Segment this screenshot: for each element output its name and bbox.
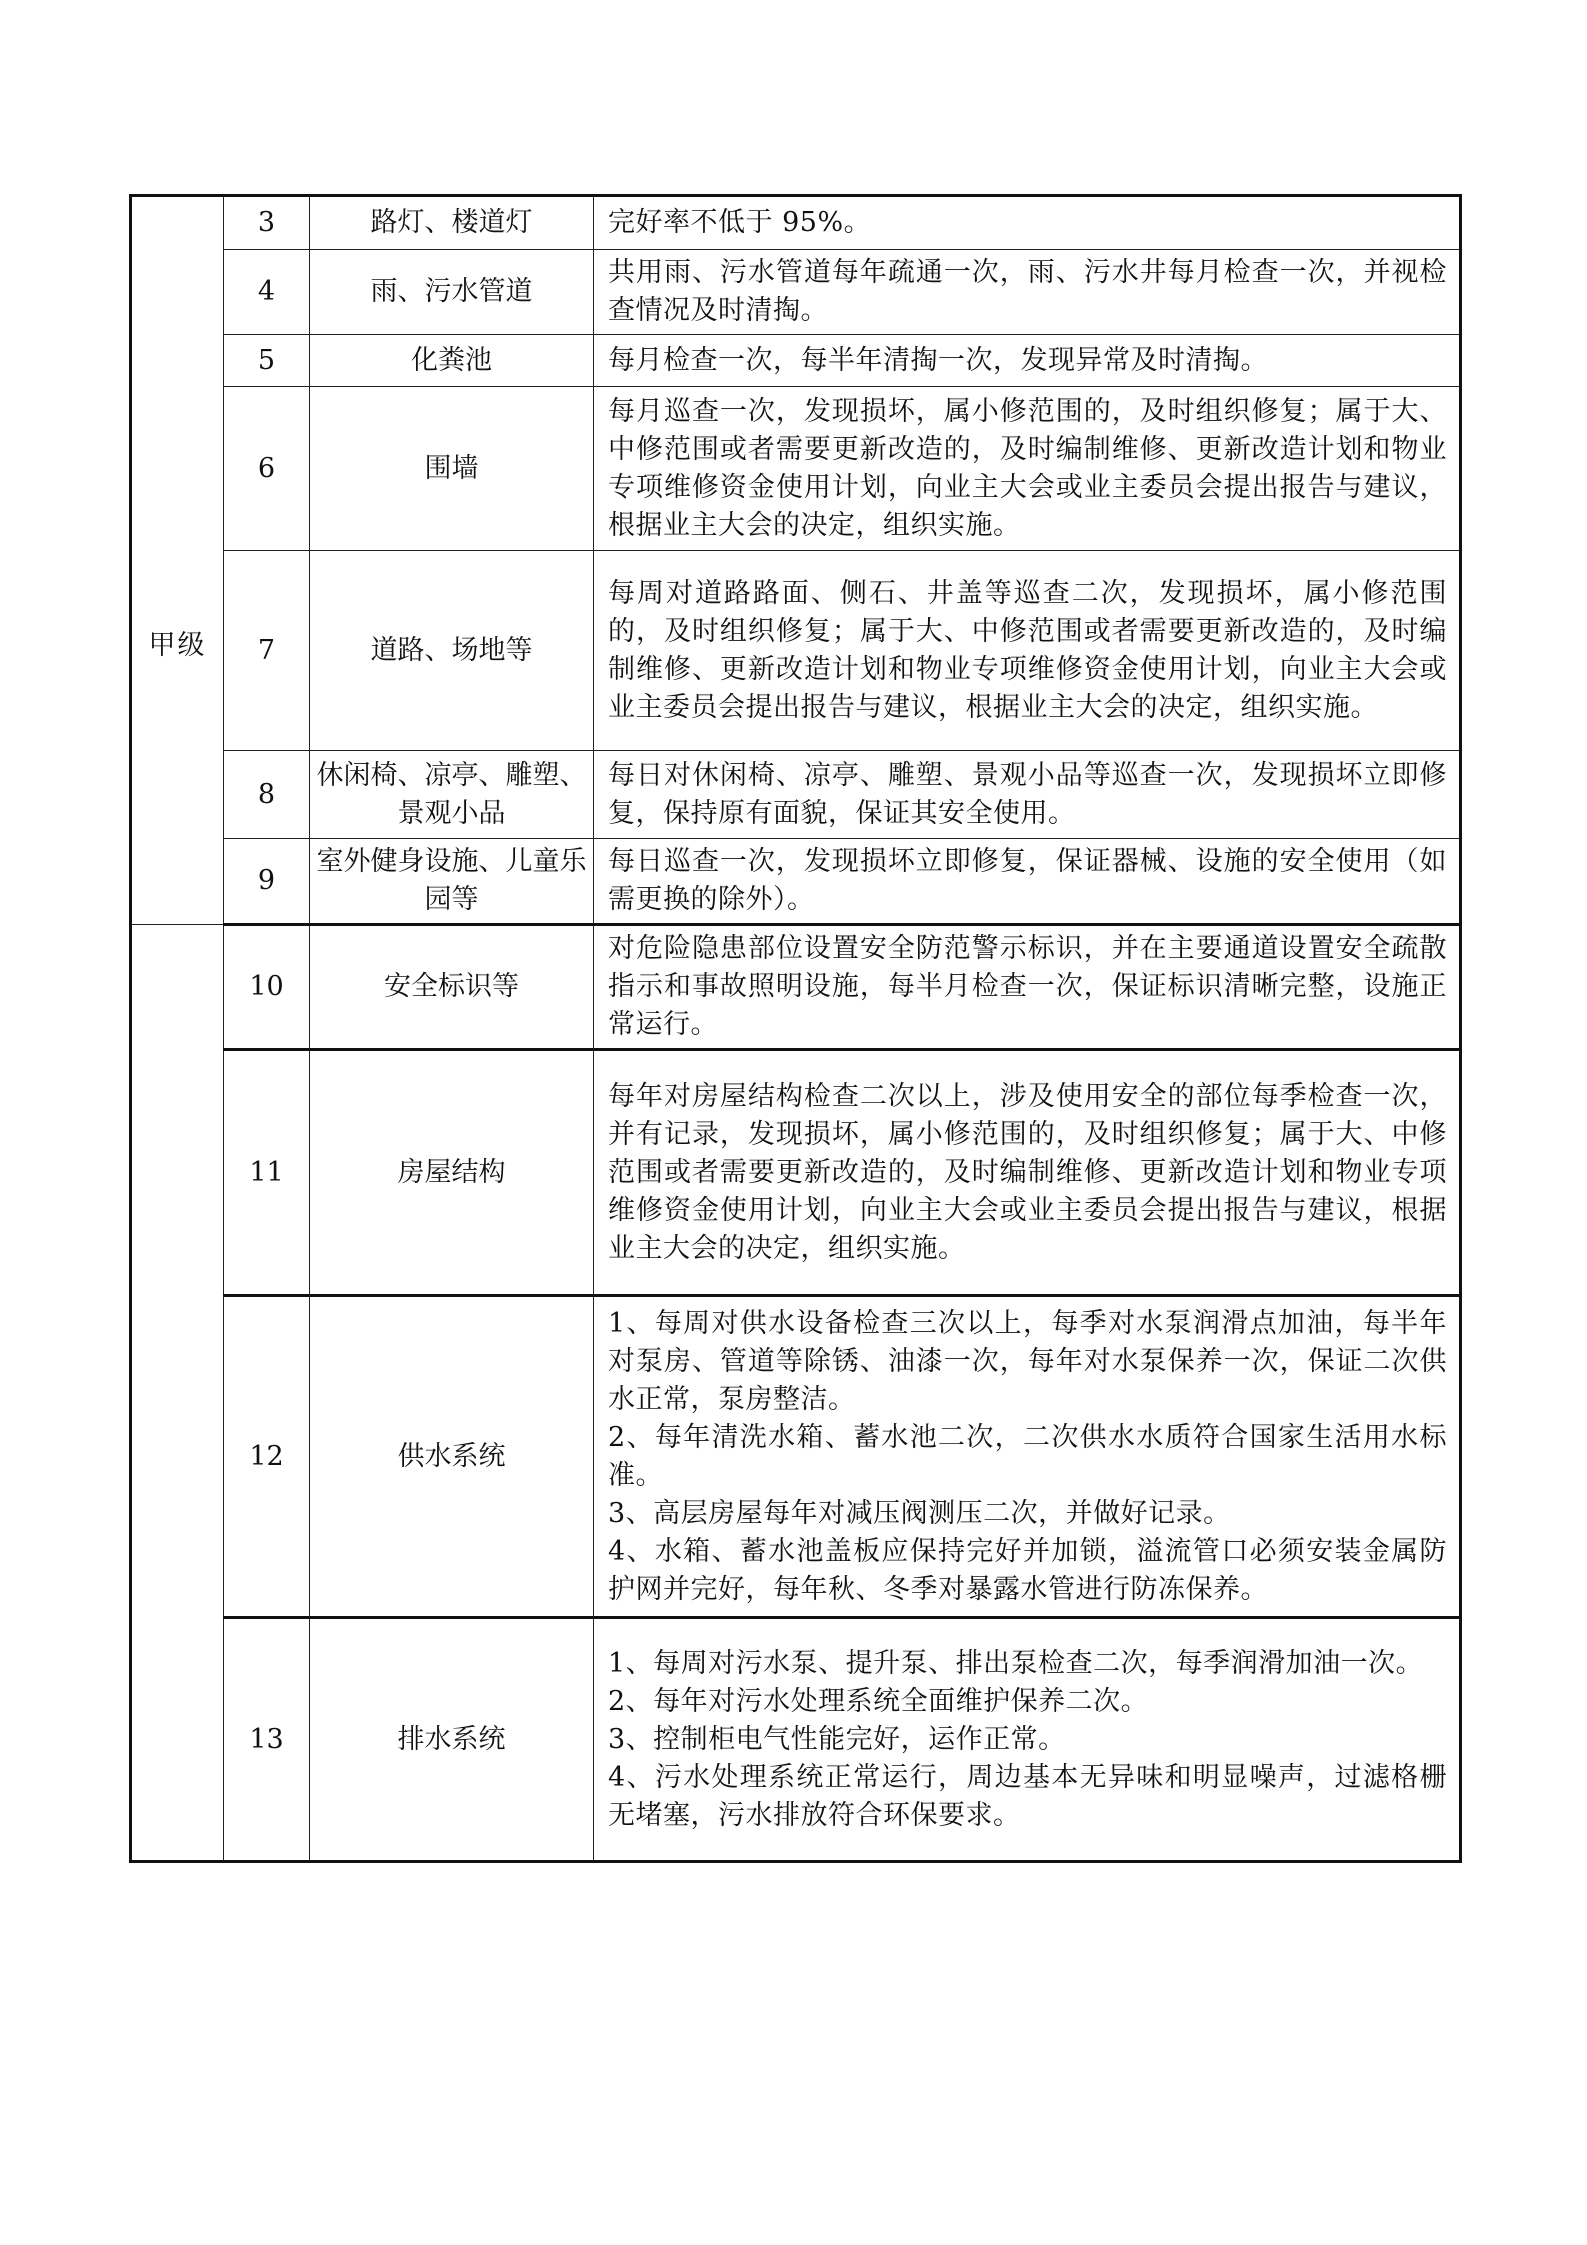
item-name: 房屋结构 [310,1050,594,1296]
table-row [131,1296,1461,1618]
row-number: 10 [224,925,310,1050]
description-line: 1、每周对供水设备检查三次以上，每季对水泵润滑点加油，每半年对泵房、管道等除锈、油漆一次，每年对水泵保养一次，保证二次供水正常，泵房整洁。 [608,1307,1447,1415]
item-name: 化粪池 [310,335,594,387]
item-description: 每日巡查一次，发现损坏立即修复，保证器械、设施的安全使用（如需更换的除外）。 [594,839,1461,925]
row-number: 12 [224,1296,310,1618]
item-description: 每周对道路路面、侧石、井盖等巡查二次，发现损坏，属小修范围的，及时组织修复；属于大、中修范围或者需要更新改造的，及时编制维修、更新改造计划和物业专项维修资金使用计划，向业主大会或业主委员会提出报告与建议，根据业主大会的决定，组织实施。 [594,551,1461,751]
description-line: 4、污水处理系统正常运行，周边基本无异味和明显噪声，过滤格栅无堵塞，污水排放符合环保要求。 [608,1761,1447,1831]
table-row [131,751,1461,839]
item-name: 休闲椅、凉亭、雕塑、景观小品 [310,751,594,839]
item-name: 安全标识等 [310,925,594,1050]
item-description [594,1296,1461,1618]
table-row [131,1050,1461,1296]
description-line: 1、每周对污水泵、提升泵、排出泵检查二次，每季润滑加油一次。 [608,1647,1424,1679]
item-description: 每日对休闲椅、凉亭、雕塑、景观小品等巡查一次，发现损坏立即修复，保持原有面貌，保证其安全使用。 [594,751,1461,839]
row-number: 5 [224,335,310,387]
description-line: 4、水箱、蓄水池盖板应保持完好并加锁，溢流管口必须安装金属防护网并完好，每年秋、冬季对暴露水管进行防冻保养。 [608,1535,1447,1605]
item-description: 完好率不低于 95%。 [594,196,1461,250]
row-number: 3 [224,196,310,250]
table-row [131,925,1461,1050]
row-number: 11 [224,1050,310,1296]
description-line: 3、高层房屋每年对减压阀测压二次，并做好记录。 [608,1497,1231,1529]
description-line: 2、每年对污水处理系统全面维护保养二次。 [608,1685,1149,1717]
item-description: 共用雨、污水管道每年疏通一次，雨、污水井每月检查一次，并视检查情况及时清掏。 [594,250,1461,335]
row-number: 4 [224,250,310,335]
item-description: 每月巡查一次，发现损坏，属小修范围的，及时组织修复；属于大、中修范围或者需要更新改造的，及时编制维修、更新改造计划和物业专项维修资金使用计划，向业主大会或业主委员会提出报告与建议，根据业主大会的决定，组织实施。 [594,387,1461,551]
table-row [131,387,1461,551]
table-row [131,250,1461,335]
description-line: 2、每年清洗水箱、蓄水池二次，二次供水水质符合国家生活用水标准。 [608,1421,1447,1491]
grade-cell: 甲级 [131,196,224,925]
item-description [594,1618,1461,1862]
description-line: 3、控制柜电气性能完好，运作正常。 [608,1723,1066,1755]
item-name: 供水系统 [310,1296,594,1618]
table-row [131,839,1461,925]
table-row [131,335,1461,387]
table-row [131,196,1461,250]
service-standard-table [129,194,1462,1863]
item-description: 每月检查一次，每半年清掏一次，发现异常及时清掏。 [594,335,1461,387]
row-number: 13 [224,1618,310,1862]
item-name: 路灯、楼道灯 [310,196,594,250]
item-name: 室外健身设施、儿童乐园等 [310,839,594,925]
item-name: 围墙 [310,387,594,551]
item-description: 每年对房屋结构检查二次以上，涉及使用安全的部位每季检查一次，并有记录，发现损坏，属小修范围的，及时组织修复；属于大、中修范围或者需要更新改造的，及时编制维修、更新改造计划和物业专项维修资金使用计划，向业主大会或业主委员会提出报告与建议，根据业主大会的决定，组织实施。 [594,1050,1461,1296]
item-name: 道路、场地等 [310,551,594,751]
item-name: 雨、污水管道 [310,250,594,335]
table-row [131,551,1461,751]
grade-cell-continued [131,925,224,1862]
row-number: 7 [224,551,310,751]
row-number: 8 [224,751,310,839]
item-name: 排水系统 [310,1618,594,1862]
row-number: 9 [224,839,310,925]
table-row [131,1618,1461,1862]
row-number: 6 [224,387,310,551]
item-description: 对危险隐患部位设置安全防范警示标识，并在主要通道设置安全疏散指示和事故照明设施，每半月检查一次，保证标识清晰完整，设施正常运行。 [594,925,1461,1050]
